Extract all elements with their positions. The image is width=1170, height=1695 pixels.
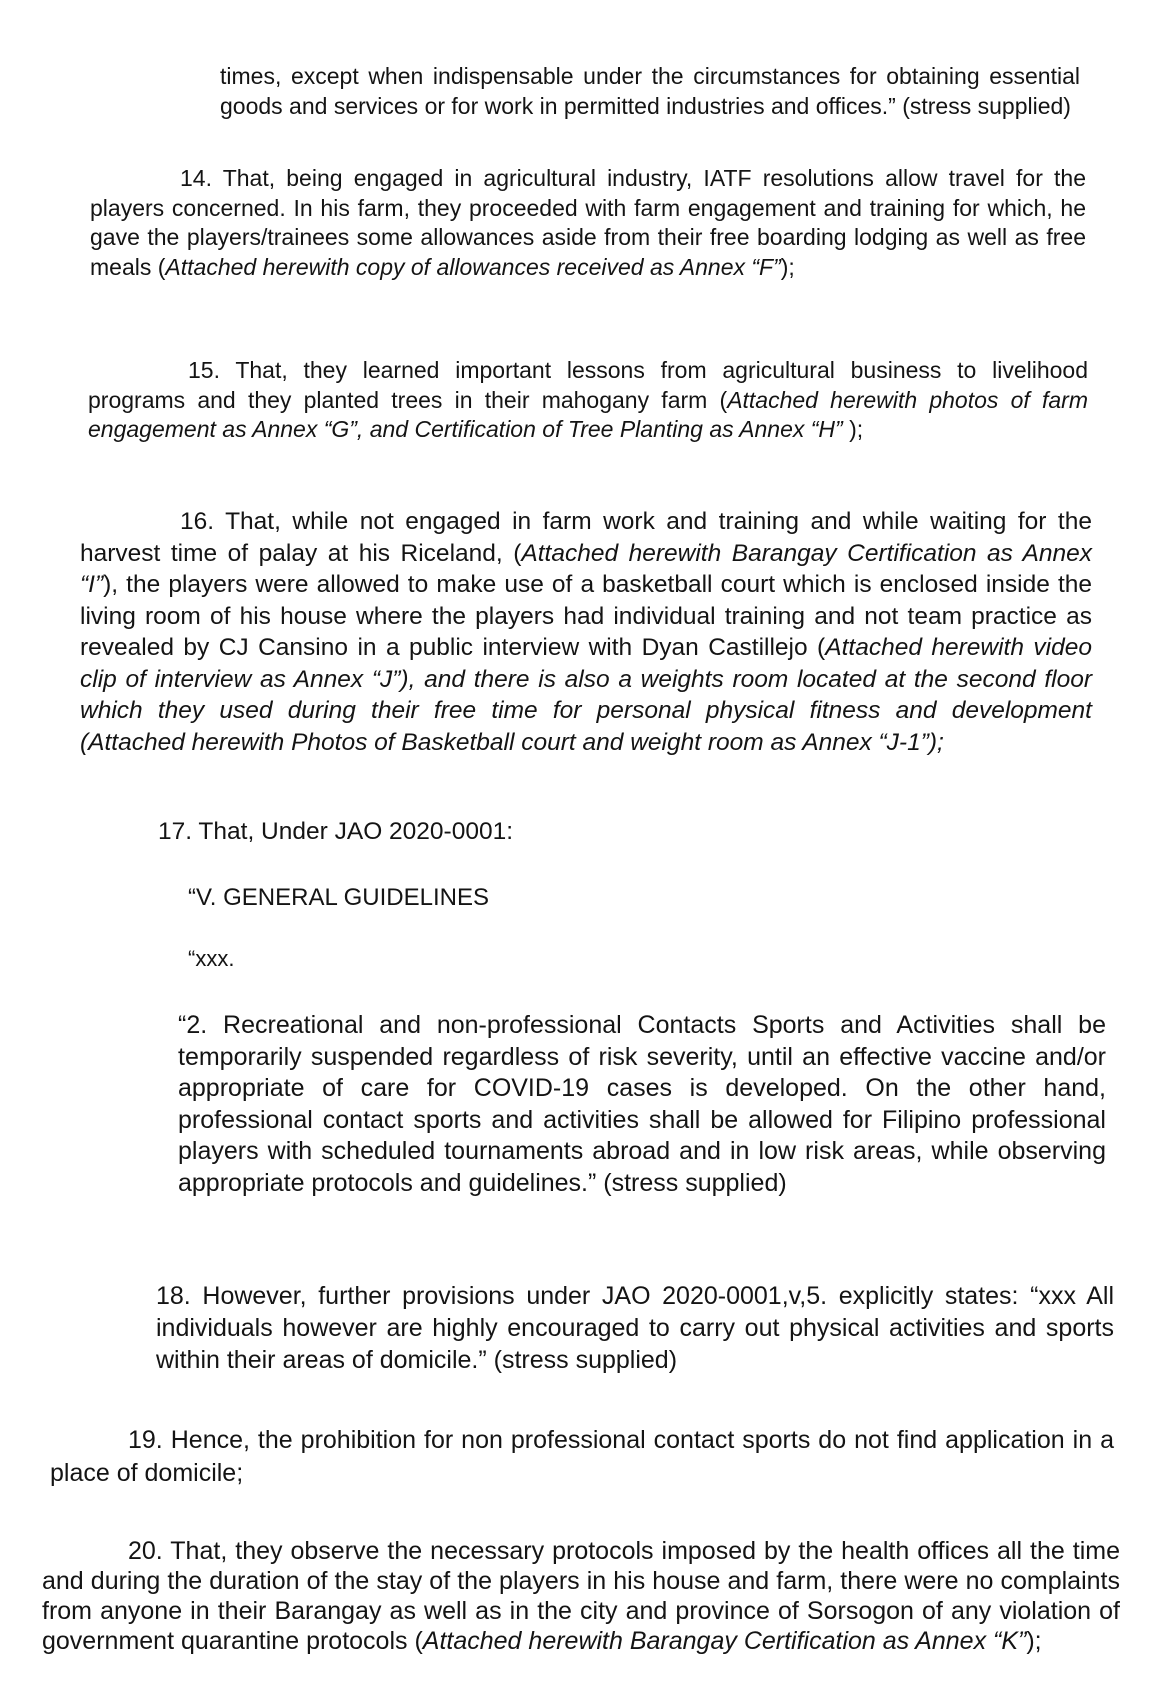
- annex-i-reference: Attached herewith Barangay Certification as Annex “I”: [80, 539, 1093, 598]
- annex-j-reference: Attached herewith video clip of interview as Annex “J”), and there is also a weights room located at the second floor which they used during their free time for personal physical fitness and development (Attached herewith Photos of Basketball court and weight room as Annex “J-1”);: [80, 634, 1092, 756]
- paragraph-14: 14. That, being engaged in agricultural industry, IATF resolutions allow travel for the players concerned. In his farm, they proceeded with farm engagement and training for which, he gave the players/trainees some allowances aside from their free boarding lodging as well as free meals (Attached herewith copy of allowances received as Annex “F”);: [90, 165, 1086, 280]
- paragraph-15: 15. That, they learned important lessons from agricultural business to livelihood programs and they planted trees in their mahogany farm (Attached herewith photos of farm engagement as Annex “G”, and Certification of Tree Planting as Annex “H” );: [88, 357, 1088, 442]
- paragraph-19: 19. Hence, the prohibition for non professional contact sports do not find application in a place of domicile;: [50, 1426, 1114, 1487]
- quote-heading: “V. GENERAL GUIDELINES: [188, 884, 489, 911]
- annex-f-reference: Attached herewith copy of allowances received as Annex “F”: [165, 253, 781, 280]
- paragraph-20: 20. That, they observe the necessary protocols imposed by the health offices all the time and during the duration of the stay of the players in his house and farm, there were no complaints from anyone in their Barangay as well as in the city and province of Sorsogon of any violation of government quarantine protocols (Attached herewith Barangay Certification as Annex “K”);: [42, 1537, 1120, 1655]
- paragraph-16: 16. That, while not engaged in farm work and training and while waiting for the harvest time of palay at his Riceland, (Attached herewith Barangay Certification as Annex “I”), the players were allowed to make use of a basketball court which is enclosed inside the living room of his house where the players had individual training and not team practice as revealed by CJ Cansino in a public interview with Dyan Castillejo (Attached herewith video clip of interview as Annex “J”), and there is also a weights room located at the second floor which they used during their free time for personal physical fitness and development (Attached herewith Photos of Basketball court and weight room as Annex “J-1”);: [80, 508, 1093, 756]
- quote-ellipsis: “xxx.: [188, 946, 235, 971]
- paragraph-18: 18. However, further provisions under JAO 2020-0001,v,5. explicitly states: “xxx All individuals however are highly encouraged to carry out physical activities and sports within their areas of domicile.” (stress supplied): [156, 1282, 1114, 1374]
- paragraph-13-continuation: times, except when indispensable under the circumstances for obtaining essential goods and services or for work in permitted industries and offices.” (stress supplied): [220, 63, 1080, 119]
- annex-k-reference: Attached herewith Barangay Certification as Annex “K”: [422, 1627, 1027, 1655]
- jao-quote: “2. Recreational and non-professional Contacts Sports and Activities shall be temporarily suspended regardless of risk severity, until an effective vaccine and/or appropriate of care for COVID-19 cases is developed. On the other hand, professional contact sports and activities shall be allowed for Filipino professional players with scheduled tournaments abroad and in low risk areas, while observing appropriate protocols and guidelines.” (stress supplied): [178, 1011, 1106, 1197]
- annex-g-h-reference: Attached herewith photos of farm engagement as Annex “G”, and Certification of Tree Planting as Annex “H”: [88, 386, 1088, 442]
- paragraph-17: 17. That, Under JAO 2020-0001:: [158, 818, 514, 845]
